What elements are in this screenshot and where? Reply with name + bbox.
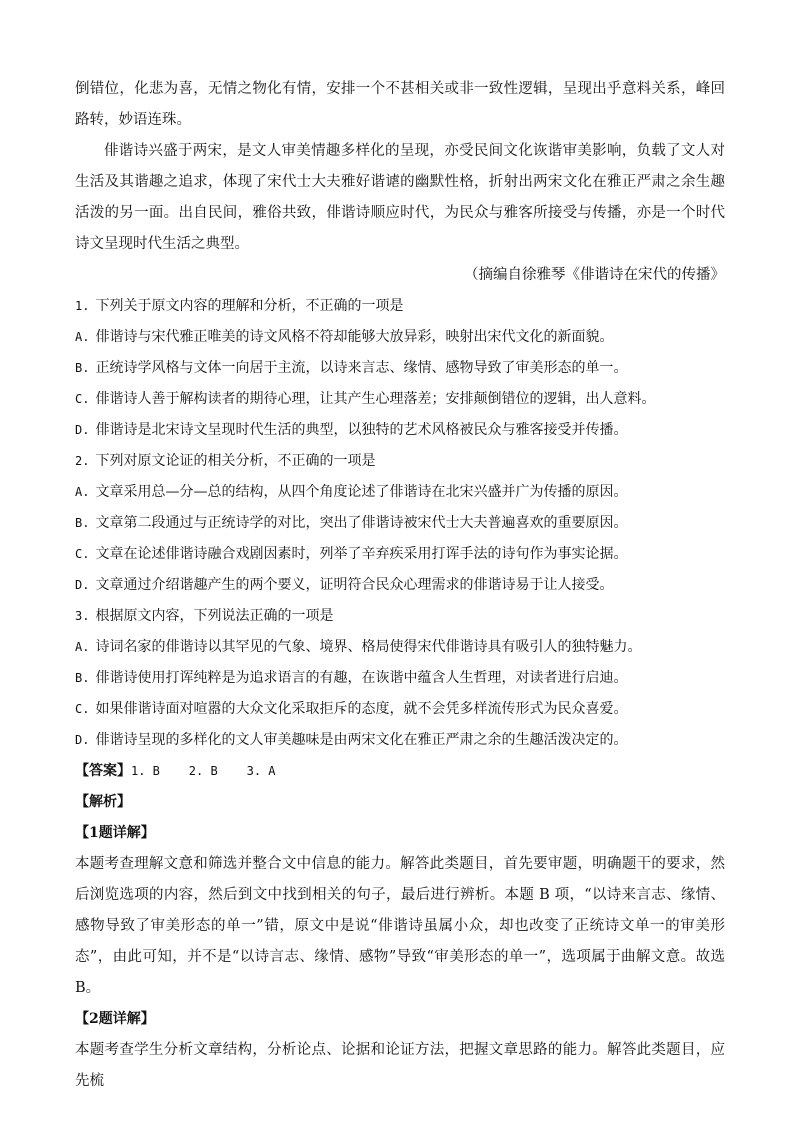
option-letter: D. bbox=[75, 733, 90, 747]
question-text: 下列关于原文内容的理解和分析，不正确的一项是 bbox=[95, 298, 404, 314]
option-letter: D. bbox=[75, 423, 90, 437]
question-3 bbox=[75, 601, 725, 756]
q2-analysis-body: 本题考查学生分析文章结构，分析论点、论据和论证方法，把握文章思路的能力。解答此类题目，应先梳 bbox=[75, 1042, 725, 1089]
option-text: 如果俳谐诗面对喧嚣的大众文化采取拒斥的态度，就不会凭多样流传形式为民众喜爱。 bbox=[95, 701, 628, 717]
option-text: 文章在论述俳谐诗融合戏剧因素时，列举了辛弃疾采用打诨手法的诗句作为事实论据。 bbox=[95, 546, 628, 562]
question-stem bbox=[75, 446, 725, 477]
passage-paragraph: 俳谐诗兴盛于两宋，是文人审美情趣多样化的呈现，亦受民间文化诙谐审美影响，负载了文人对生活及其谐趣之追求，体现了宋代士大夫雅好谐谑的幽默性格，折射出两宋文化在雅正严肃之余生趣活泼的另一面。出自民间，雅俗共致，俳谐诗顺应时代，为民众与雅客所接受与传播，亦是一个时代诗文呈现时代生活之典型。 bbox=[75, 143, 725, 252]
option-text: 俳谐诗与宋代雅正唯美的诗文风格不符却能够大放异彩，映射出宋代文化的新面貌。 bbox=[95, 329, 614, 345]
passage-source: （摘编自徐雅琴《俳谐诗在宋代的传播》 bbox=[464, 267, 725, 283]
option-letter: B. bbox=[75, 361, 90, 375]
option-letter: C. bbox=[75, 392, 90, 406]
option-d bbox=[75, 415, 725, 446]
option-letter: A. bbox=[75, 485, 90, 499]
option-b bbox=[75, 508, 725, 539]
option-a bbox=[75, 632, 725, 663]
option-text: 俳谐诗呈现的多样化的文人审美趣味是由两宋文化在雅正严肃之余的生趣活泼决定的。 bbox=[95, 732, 628, 748]
option-c bbox=[75, 384, 725, 415]
option-text: 俳谐诗是北宋诗文呈现时代生活的典型，以独特的艺术风格被民众与雅客接受并传播。 bbox=[95, 422, 628, 438]
answer-line bbox=[75, 756, 725, 787]
document-page bbox=[75, 74, 725, 1097]
answer-values: 1. B 2. B 3. A bbox=[131, 764, 276, 778]
question-number: 1. bbox=[75, 299, 90, 313]
option-letter: B. bbox=[75, 516, 90, 530]
option-a bbox=[75, 477, 725, 508]
option-text: 俳谐诗使用打诨纯粹是为追求语言的有趣，在诙谐中蕴含人生哲理，对读者进行启迪。 bbox=[95, 670, 628, 686]
option-c bbox=[75, 694, 725, 725]
option-d bbox=[75, 725, 725, 756]
option-text: 文章采用总—分—总的结构，从四个角度论述了俳谐诗在北宋兴盛并广为传播的原因。 bbox=[95, 484, 628, 500]
option-letter: C. bbox=[75, 547, 90, 561]
option-b bbox=[75, 353, 725, 384]
option-letter: B. bbox=[75, 671, 90, 685]
option-text: 正统诗学风格与文体一向居于主流，以诗来言志、缘情、感物导致了审美形态的单一。 bbox=[95, 360, 628, 376]
option-text: 俳谐诗人善于解构读者的期待心理，让其产生心理落差；安排颠倒错位的逻辑，出人意料。 bbox=[95, 391, 656, 407]
option-letter: C. bbox=[75, 702, 90, 716]
option-text: 诗词名家的俳谐诗以其罕见的气象、境界、格局使得宋代俳谐诗具有吸引人的独特魅力。 bbox=[95, 639, 642, 655]
option-text: 文章第二段通过与正统诗学的对比，突出了俳谐诗被宋代士大夫普遍喜欢的重要原因。 bbox=[95, 515, 628, 531]
q1-analysis-body: 本题考查理解文意和筛选并整合文中信息的能力。解答此类题目，首先要审题，明确题干的要求，然后浏览选项的内容，然后到文中找到相关的句子，最后进行辨析。本题 B 项，“以诗来言志、缘情、感物导致了审美形态的单一”错，原文中是说“俳谐诗虽属小众，却也改变了正统诗文单一的审美形态”，由此可知，并不是“以诗言志、缘情、感物”导致“审美形态的单一”，选项属于曲解文意。故选 B。 bbox=[75, 856, 725, 996]
q2-analysis-heading: 【2题详解】 bbox=[75, 1011, 155, 1027]
analysis-label: 【解析】 bbox=[75, 794, 131, 810]
option-d bbox=[75, 570, 725, 601]
option-letter: A. bbox=[75, 640, 90, 654]
option-letter: D. bbox=[75, 578, 90, 592]
question-stem bbox=[75, 601, 725, 632]
question-number: 3. bbox=[75, 609, 90, 623]
question-number: 2. bbox=[75, 454, 90, 468]
option-a bbox=[75, 322, 725, 353]
option-letter: A. bbox=[75, 330, 90, 344]
question-stem bbox=[75, 291, 725, 322]
question-2 bbox=[75, 446, 725, 601]
option-text: 文章通过介绍谐趣产生的两个要义，证明符合民众心理需求的俳谐诗易于让人接受。 bbox=[95, 577, 614, 593]
q1-analysis-heading: 【1题详解】 bbox=[75, 825, 155, 841]
question-text: 下列对原文论证的相关分析，不正确的一项是 bbox=[95, 453, 376, 469]
option-b bbox=[75, 663, 725, 694]
passage-paragraph-continued: 倒错位，化悲为喜，无情之物化有情，安排一个不甚相关或非一致性逻辑，呈现出乎意料关系，峰回路转，妙语连珠。 bbox=[75, 81, 725, 128]
option-c bbox=[75, 539, 725, 570]
question-text: 根据原文内容，下列说法正确的一项是 bbox=[95, 608, 334, 624]
answer-label: 【答案】 bbox=[75, 763, 131, 779]
question-1 bbox=[75, 291, 725, 446]
